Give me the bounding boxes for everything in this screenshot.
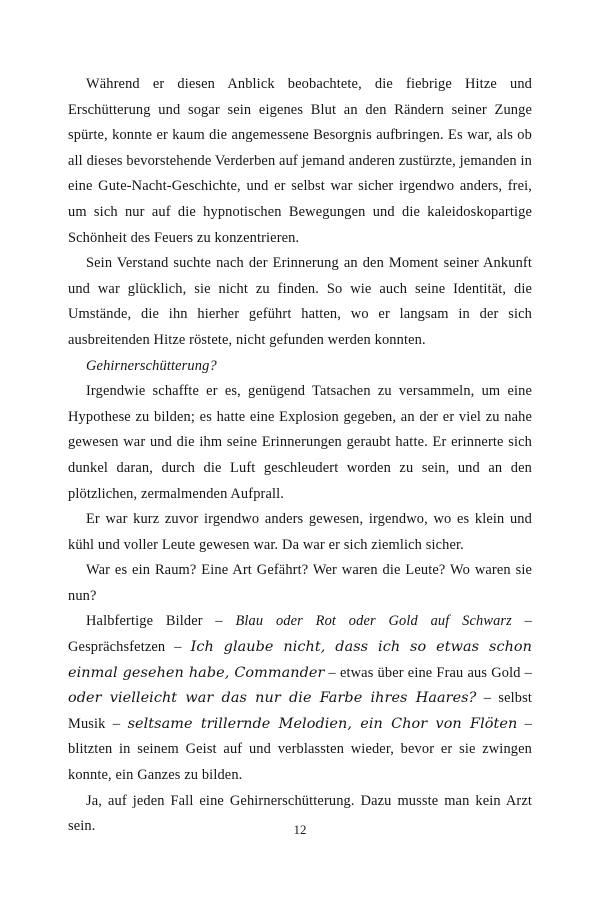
text-run: – Gesprächsfetzen – <box>68 613 532 656</box>
text-run: Irgendwie schaffte er es, genügend Tatsachen zu versammeln, um eine Hypothese zu bilden; es hatte eine Explosion gegeben, an der er viel zu nahe gewesen war und die ihm seine Erinnerungen geraubt hatte. Er erinnerte sich dunkel daran, durch die Luft geschleudert worden zu sein, und an den plötzlichen, zermalmenden Aufprall. <box>68 383 532 502</box>
script-text-run: seltsame trillernde Melodien, ein Chor von Flöten <box>127 715 518 732</box>
paragraph <box>68 558 532 609</box>
paragraph <box>68 354 532 380</box>
text-run: Halbfertige Bilder – <box>86 613 236 630</box>
text-run: War es ein Raum? Eine Art Gefährt? Wer waren die Leute? Wo waren sie nun? <box>68 562 532 604</box>
text-run: Während er diesen Anblick beobachtete, die fiebrige Hitze und Erschütterung und sogar sein eigenes Blut an den Rändern seiner Zunge spürte, konnte er kaum die angemessene Besorgnis aufbringen. Es war, als ob all dieses bevorstehende Verderben auf jemand anderen zustürzte, jemanden in eine Gute-Nacht-Geschichte, und er selbst war sicher irgendwo anders, frei, um sich nur auf die hypnotischen Bewegungen und die kaleidoskopartige Schönheit des Feuers zu konzentrieren. <box>68 76 532 246</box>
script-text-run: Ich glaube nicht, dass ich so etwas schon einmal gesehen habe, Commander <box>68 639 532 681</box>
script-text-run: oder vielleicht war das nur die Farbe ihres Haares? <box>68 690 477 707</box>
italic-text-run: Gehirnerschütterung? <box>86 357 217 374</box>
page-body-text <box>68 72 532 840</box>
text-run: Er war kurz zuvor irgendwo anders gewesen, irgendwo, wo es klein und kühl und voller Leute gewesen war. Da war er sich ziemlich sicher. <box>68 511 532 553</box>
paragraph <box>68 251 532 353</box>
paragraph <box>68 72 532 251</box>
text-run: – etwas über eine Frau aus Gold – <box>324 664 532 681</box>
paragraph <box>68 379 532 507</box>
text-run: – blitzten in seinem Geist auf und verblassten wieder, bevor er sie zwingen konnte, ein Ganzes zu bilden. <box>68 715 532 784</box>
text-run: Sein Verstand suchte nach der Erinnerung an den Moment seiner Ankunft und war glücklich, sie nicht zu finden. So wie auch seine Identität, die Umstände, die ihn hierher geführt hatten, wo er langsam in der sich ausbreitenden Hitze röstete, nicht gefunden werden konnten. <box>68 255 532 348</box>
paragraph <box>68 507 532 558</box>
italic-text-run: Blau oder Rot oder Gold auf Schwarz <box>235 613 512 630</box>
page-number: 12 <box>293 822 307 837</box>
text-run: Ja, auf jeden Fall eine Gehirnerschütterung. Dazu musste man kein Arzt sein. <box>68 792 532 835</box>
text-run: – selbst Musik – <box>68 690 532 732</box>
paragraph <box>68 609 532 788</box>
